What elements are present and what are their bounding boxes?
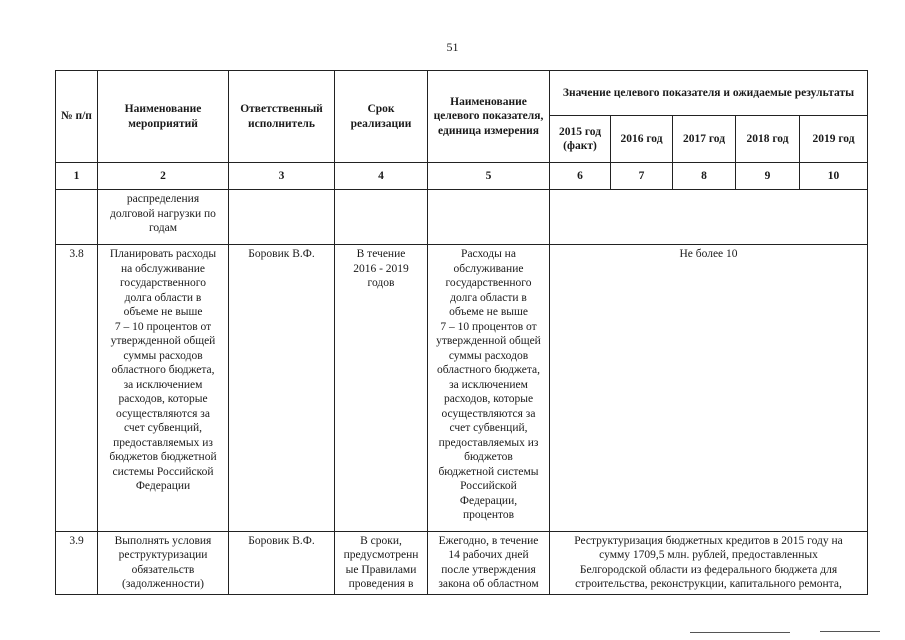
row-num: 3.8	[56, 245, 98, 532]
column-number: 6	[550, 163, 611, 190]
row-indicator: Ежегодно, в течение 14 рабочих дней после утверждения закона об областном	[428, 531, 550, 594]
header-executor: Ответственный исполнитель	[229, 71, 335, 163]
row-term: В течение 2016 - 2019 годов	[335, 245, 428, 532]
header-indicator: Наименование целевого показателя, единица измерения	[428, 71, 550, 163]
header-group-title: Значение целевого показателя и ожидаемые результаты	[550, 71, 868, 116]
row-result: Не более 10	[550, 245, 868, 532]
scan-artifact-line	[820, 631, 880, 632]
row-indicator	[428, 190, 550, 245]
row-event: Планировать расходы на обслуживание государственного долга области в объеме не выше 7 – 10 процентов от утвержденной общей суммы расходов областного бюджета, за исключением расходов, которые осуществляются за счет субвенций, предоставляемых из бюджетов бюджетной системы Российской Федерации	[98, 245, 229, 532]
header-row	[56, 71, 868, 116]
column-number: 7	[611, 163, 673, 190]
row-term: В сроки, предусмотренн ые Правилами проведения в	[335, 531, 428, 594]
program-table	[55, 70, 868, 595]
table-row	[56, 245, 868, 532]
header-year-2015: 2015 год (факт)	[550, 116, 611, 163]
row-num	[56, 190, 98, 245]
header-year-2017: 2017 год	[673, 116, 736, 163]
column-number: 9	[736, 163, 800, 190]
column-number: 5	[428, 163, 550, 190]
column-number-row	[56, 163, 868, 190]
header-num: № п/п	[56, 71, 98, 163]
column-number: 8	[673, 163, 736, 190]
row-executor: Боровик В.Ф.	[229, 245, 335, 532]
column-number: 3	[229, 163, 335, 190]
row-executor: Боровик В.Ф.	[229, 531, 335, 594]
page-number: 51	[446, 40, 459, 54]
row-executor	[229, 190, 335, 245]
table-row	[56, 190, 868, 245]
header-term: Срок реализации	[335, 71, 428, 163]
column-number: 4	[335, 163, 428, 190]
row-term	[335, 190, 428, 245]
row-result: Реструктуризация бюджетных кредитов в 2015 году на сумму 1709,5 млн. рублей, предоставленных Белгородской области из федерального бюджета для строительства, реконструкции, капитального ремонта,	[550, 531, 868, 594]
row-event: распределения долговой нагрузки по годам	[98, 190, 229, 245]
column-number: 1	[56, 163, 98, 190]
column-number: 2	[98, 163, 229, 190]
header-year-2019: 2019 год	[800, 116, 868, 163]
header-year-2018: 2018 год	[736, 116, 800, 163]
row-result	[550, 190, 868, 245]
row-num: 3.9	[56, 531, 98, 594]
column-number: 10	[800, 163, 868, 190]
header-event: Наименование мероприятий	[98, 71, 229, 163]
row-event: Выполнять условия реструктуризации обязательств (задолженности)	[98, 531, 229, 594]
row-indicator: Расходы на обслуживание государственного долга области в объеме не выше 7 – 10 процентов от утвержденной общей суммы расходов областного бюджета, за исключением расходов, которые осуществляются за счет субвенций, предоставляемых из бюджетов бюджетной системы Российской Федерации, процентов	[428, 245, 550, 532]
table-row	[56, 531, 868, 594]
header-year-2016: 2016 год	[611, 116, 673, 163]
scan-artifact-line	[690, 632, 790, 633]
